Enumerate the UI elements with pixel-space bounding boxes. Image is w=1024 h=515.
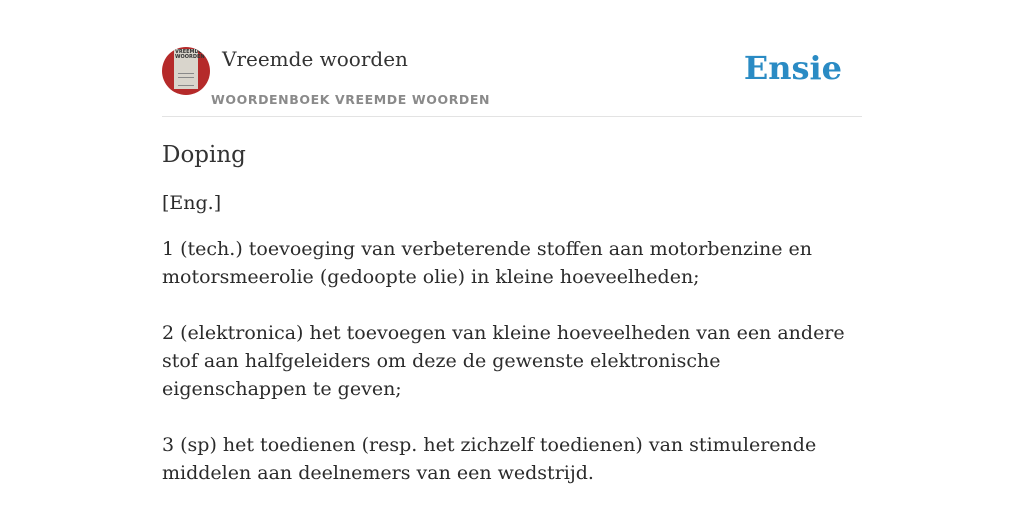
book-cover-icon bbox=[174, 49, 205, 89]
entry-origin: [Eng.] bbox=[162, 192, 222, 214]
definition-item: 2 (elektronica) het toevoegen van kleine hoeveelheden van een andere stof aan halfgeleiders om deze de gewenste elektronische eigenschappen te geven; bbox=[162, 322, 845, 400]
entry-term: Doping bbox=[162, 142, 246, 168]
definitions-list bbox=[162, 235, 862, 487]
definition-item: 3 (sp) het toedienen (resp. het zichzelf toedienen) van stimulerende middelen aan deelnemers van een wedstrijd. bbox=[162, 434, 817, 484]
book-cover-line bbox=[178, 77, 194, 78]
book-cover-title: VREEMDE WOORDEN bbox=[175, 49, 205, 60]
page-container bbox=[162, 0, 862, 515]
ensie-logo-link[interactable]: Ensie bbox=[743, 49, 842, 87]
dictionary-avatar[interactable] bbox=[162, 47, 210, 95]
definition-item: 1 (tech.) toevoeging van verbeterende stoffen aan motorbenzine en motorsmeerolie (gedoopte olie) in kleine hoeveelheden; bbox=[162, 238, 813, 288]
book-cover-line bbox=[178, 73, 194, 74]
site-subtitle: WOORDENBOEK VREEMDE WOORDEN bbox=[211, 92, 491, 107]
site-title-link[interactable]: Vreemde woorden bbox=[222, 47, 408, 71]
book-cover-line bbox=[178, 85, 194, 86]
header bbox=[162, 0, 862, 117]
